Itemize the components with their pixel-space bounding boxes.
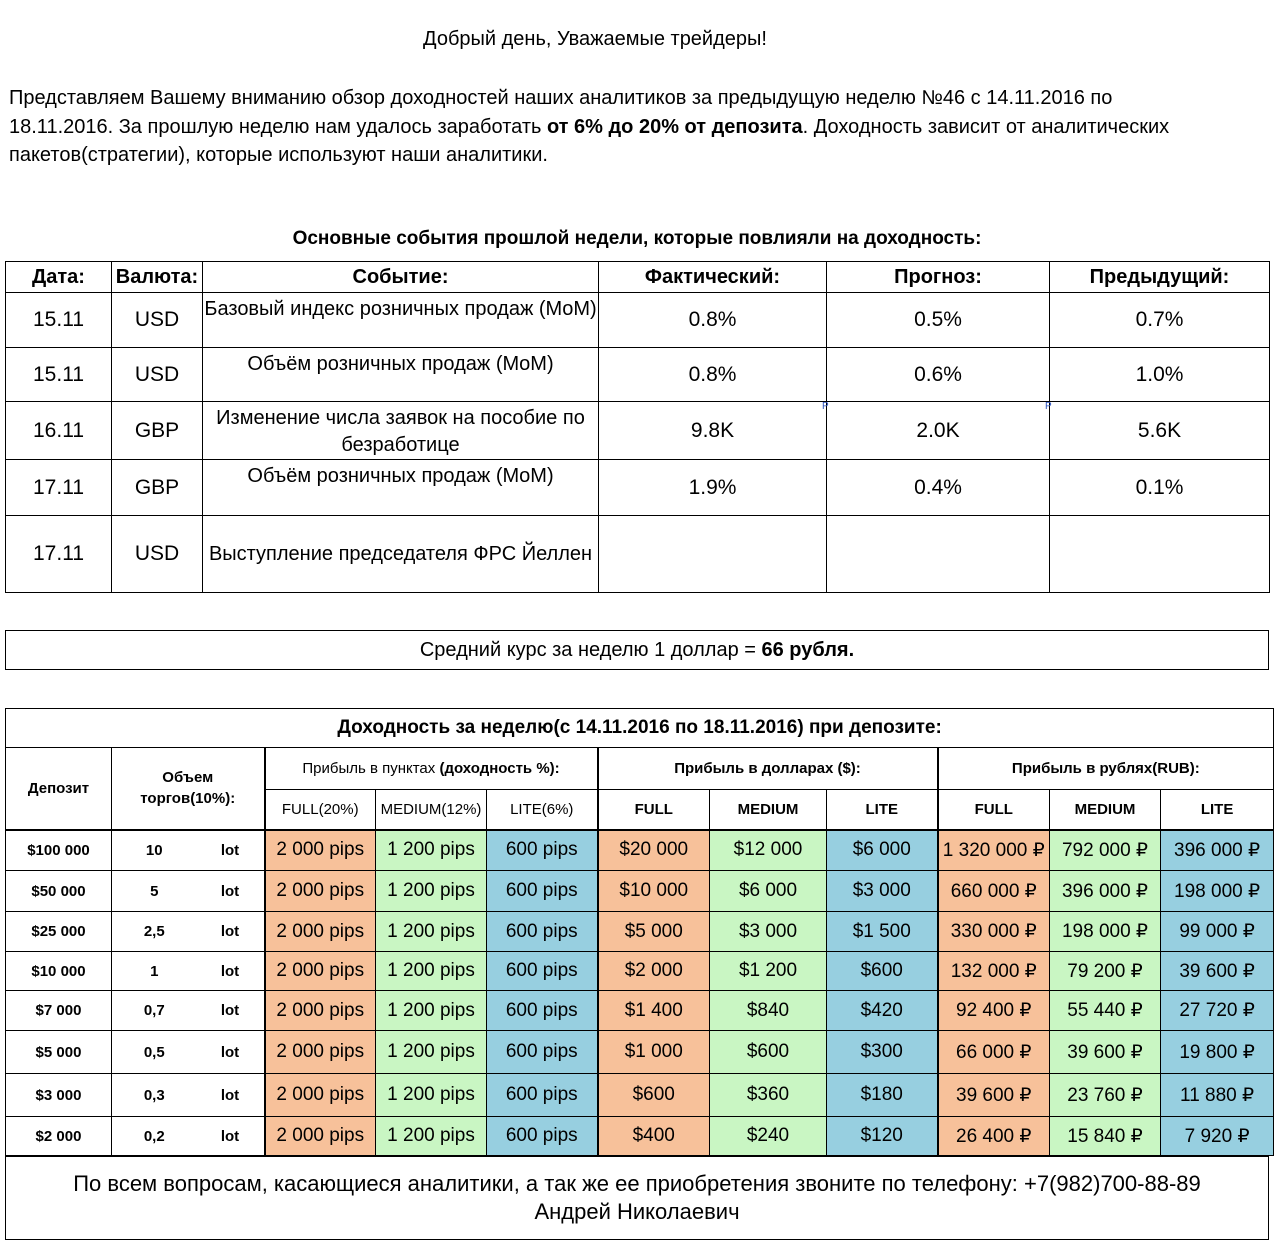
sub-lite-usd: LITE	[827, 790, 938, 830]
event-actual	[599, 516, 827, 593]
volume-cell: 2,5	[112, 912, 197, 952]
dollars-full-cell: $1 400	[598, 991, 710, 1031]
sub-medium-rub: MEDIUM	[1050, 790, 1161, 830]
rubles-lite-cell: 39 600 ₽	[1161, 952, 1274, 991]
event-row	[6, 460, 1270, 516]
footer-contact-name: Андрей Николаевич	[534, 1199, 740, 1224]
event-previous: 0.7%	[1050, 293, 1270, 348]
rubles-medium-cell: 198 000 ₽	[1050, 912, 1161, 952]
dollars-lite-cell: $420	[827, 991, 938, 1031]
points-lite-cell: 600 pips	[487, 912, 598, 952]
event-actual: 0.8%	[599, 348, 827, 402]
event-date: 17.11	[6, 460, 112, 516]
profit-title-row	[6, 709, 1274, 748]
event-row	[6, 293, 1270, 348]
event-name: Объём розничных продаж (MoM)	[203, 348, 599, 402]
rubles-full-cell: 660 000 ₽	[938, 871, 1050, 912]
points-medium-cell: 1 200 pips	[376, 1031, 487, 1074]
dollars-lite-cell: $300	[827, 1031, 938, 1074]
dollars-medium-cell: $840	[710, 991, 827, 1031]
profit-row	[6, 912, 1274, 952]
event-date: 15.11	[6, 348, 112, 402]
event-date: 17.11	[6, 516, 112, 593]
intro-line-2	[9, 113, 1249, 142]
event-row	[6, 516, 1270, 593]
event-name: Выступление председателя ФРС Йеллен	[203, 516, 599, 593]
event-currency: GBP	[112, 402, 203, 460]
deposit-cell: $100 000	[6, 830, 112, 871]
dollars-medium-cell: $360	[710, 1074, 827, 1117]
event-name: Базовый индекс розничных продаж (MoM)	[203, 293, 599, 348]
deposit-cell: $7 000	[6, 991, 112, 1031]
intro-line-1: Представляем Вашему вниманию обзор доходностей наших аналитиков за предыдущую неделю №46 с 14.11.2016 по	[9, 87, 1113, 109]
events-table	[5, 261, 1270, 593]
rubles-lite-cell: 99 000 ₽	[1161, 912, 1274, 952]
dollars-lite-cell: $120	[827, 1117, 938, 1156]
dollars-medium-cell: $12 000	[710, 830, 827, 871]
points-medium-cell: 1 200 pips	[376, 1074, 487, 1117]
profit-row	[6, 1117, 1274, 1156]
profit-row	[6, 1031, 1274, 1074]
points-medium-cell: 1 200 pips	[376, 991, 487, 1031]
dollars-medium-cell: $6 000	[710, 871, 827, 912]
points-lite-cell: 600 pips	[487, 991, 598, 1031]
volume-cell: 0,3	[112, 1074, 197, 1117]
event-forecast: 0.6%	[827, 348, 1050, 402]
points-medium-cell: 1 200 pips	[376, 952, 487, 991]
rubles-lite-cell: 27 720 ₽	[1161, 991, 1274, 1031]
points-full-cell: 2 000 pips	[265, 871, 376, 912]
paragraph-mark-icon: P	[822, 401, 829, 412]
points-full-cell: 2 000 pips	[265, 912, 376, 952]
rubles-full-cell: 330 000 ₽	[938, 912, 1050, 952]
dollars-medium-cell: $240	[710, 1117, 827, 1156]
points-medium-cell: 1 200 pips	[376, 830, 487, 871]
header-previous: Предыдущий:	[1050, 262, 1270, 293]
dollars-medium-cell: $3 000	[710, 912, 827, 952]
points-full-cell: 2 000 pips	[265, 1031, 376, 1074]
intro-line-3: пакетов(стратегии), которые используют наши аналитики.	[9, 144, 548, 166]
deposit-cell: $25 000	[6, 912, 112, 952]
points-lite-cell: 600 pips	[487, 830, 598, 871]
volume-cell: 10	[112, 830, 197, 871]
rubles-lite-cell: 19 800 ₽	[1161, 1031, 1274, 1074]
intro-highlight: от 6% до 20% от депозита	[546, 115, 803, 138]
event-previous: 0.1%	[1050, 460, 1270, 516]
dollars-lite-cell: $1 500	[827, 912, 938, 952]
points-lite-cell: 600 pips	[487, 1117, 598, 1156]
greeting-title: Добрый день, Уважаемые трейдеры!	[423, 28, 767, 50]
volume-cell: 5	[112, 871, 197, 912]
footer-contact	[5, 1156, 1269, 1240]
rubles-full-cell: 26 400 ₽	[938, 1117, 1050, 1156]
sub-full-usd: FULL	[598, 790, 710, 830]
header-date: Дата:	[6, 262, 112, 293]
unit-cell: lot	[197, 1031, 265, 1074]
header-dollars: Прибыль в долларах ($):	[598, 748, 938, 790]
intro-paragraph	[9, 84, 1249, 170]
dollars-medium-cell: $600	[710, 1031, 827, 1074]
event-row	[6, 402, 1270, 460]
points-medium-cell: 1 200 pips	[376, 912, 487, 952]
dollars-lite-cell: $6 000	[827, 830, 938, 871]
rubles-lite-cell: 198 000 ₽	[1161, 871, 1274, 912]
profit-row	[6, 1074, 1274, 1117]
profit-row	[6, 952, 1274, 991]
event-forecast	[827, 516, 1050, 593]
points-full-cell: 2 000 pips	[265, 952, 376, 991]
exchange-rate-box	[5, 630, 1269, 670]
sub-lite-pct: LITE(6%)	[487, 790, 598, 830]
profit-row	[6, 991, 1274, 1031]
dollars-lite-cell: $600	[827, 952, 938, 991]
deposit-cell: $3 000	[6, 1074, 112, 1117]
intro-line-2-end: . Доходность зависит от аналитических	[802, 115, 1170, 138]
rubles-lite-cell: 7 920 ₽	[1161, 1117, 1274, 1156]
rubles-medium-cell: 79 200 ₽	[1050, 952, 1161, 991]
points-lite-cell: 600 pips	[487, 952, 598, 991]
event-currency: USD	[112, 516, 203, 593]
rubles-full-cell: 66 000 ₽	[938, 1031, 1050, 1074]
events-header-row	[6, 262, 1270, 293]
paragraph-mark-icon: P	[1045, 401, 1052, 412]
volume-cell: 0,5	[112, 1031, 197, 1074]
points-full-cell: 2 000 pips	[265, 1117, 376, 1156]
dollars-full-cell: $10 000	[598, 871, 710, 912]
points-lite-cell: 600 pips	[487, 871, 598, 912]
deposit-cell: $2 000	[6, 1117, 112, 1156]
volume-cell: 0,2	[112, 1117, 197, 1156]
header-deposit: Депозит	[6, 748, 112, 830]
rate-text: Средний курс за неделю 1 доллар =	[419, 639, 762, 661]
unit-cell: lot	[197, 871, 265, 912]
rubles-medium-cell: 55 440 ₽	[1050, 991, 1161, 1031]
rubles-full-cell: 92 400 ₽	[938, 991, 1050, 1031]
points-medium-cell: 1 200 pips	[376, 871, 487, 912]
dollars-medium-cell: $1 200	[710, 952, 827, 991]
rubles-full-cell: 1 320 000 ₽	[938, 830, 1050, 871]
profit-table	[5, 708, 1274, 1156]
sub-medium-usd: MEDIUM	[710, 790, 827, 830]
rubles-medium-cell: 792 000 ₽	[1050, 830, 1161, 871]
intro-line-2-start: 18.11.2016. За прошлую неделю нам удалось заработать	[9, 115, 547, 138]
profit-row	[6, 871, 1274, 912]
footer-line-1: По всем вопросам, касающиеся аналитики, а так же ее приобретения звоните по телефону: +7(982)700-88-89	[73, 1171, 1201, 1196]
rubles-medium-cell: 15 840 ₽	[1050, 1117, 1161, 1156]
event-date: 16.11	[6, 402, 112, 460]
event-previous	[1050, 516, 1270, 593]
event-currency: USD	[112, 293, 203, 348]
dollars-full-cell: $2 000	[598, 952, 710, 991]
header-forecast: Прогноз:	[827, 262, 1050, 293]
header-actual: Фактический:	[599, 262, 827, 293]
event-date: 15.11	[6, 293, 112, 348]
volume-cell: 0,7	[112, 991, 197, 1031]
event-actual: 1.9%	[599, 460, 827, 516]
header-points-prefix: Прибыль в пунктах	[302, 760, 440, 777]
event-name: Объём розничных продаж (MoM)	[203, 460, 599, 516]
points-medium-cell: 1 200 pips	[376, 1117, 487, 1156]
event-forecast: 2.0K	[827, 402, 1050, 460]
profit-title: Доходность за неделю(с 14.11.2016 по 18.11.2016) при депозите:	[6, 709, 1274, 748]
header-currency: Валюта:	[112, 262, 203, 293]
dollars-full-cell: $1 000	[598, 1031, 710, 1074]
dollars-lite-cell: $180	[827, 1074, 938, 1117]
event-forecast: 0.4%	[827, 460, 1050, 516]
event-currency: USD	[112, 348, 203, 402]
deposit-cell: $50 000	[6, 871, 112, 912]
points-lite-cell: 600 pips	[487, 1074, 598, 1117]
unit-cell: lot	[197, 1117, 265, 1156]
volume-cell: 1	[112, 952, 197, 991]
dollars-full-cell: $600	[598, 1074, 710, 1117]
rubles-full-cell: 132 000 ₽	[938, 952, 1050, 991]
event-previous: 5.6K	[1050, 402, 1270, 460]
dollars-lite-cell: $3 000	[827, 871, 938, 912]
rubles-medium-cell: 39 600 ₽	[1050, 1031, 1161, 1074]
points-full-cell: 2 000 pips	[265, 830, 376, 871]
header-volume: Объем торгов(10%):	[112, 748, 265, 830]
unit-cell: lot	[197, 912, 265, 952]
deposit-cell: $5 000	[6, 1031, 112, 1074]
rubles-full-cell: 39 600 ₽	[938, 1074, 1050, 1117]
event-name: Изменение числа заявок на пособие по безработице	[203, 402, 599, 460]
sub-medium-pct: MEDIUM(12%)	[376, 790, 487, 830]
sub-lite-rub: LITE	[1161, 790, 1274, 830]
dollars-full-cell: $5 000	[598, 912, 710, 952]
rubles-lite-cell: 396 000 ₽	[1161, 830, 1274, 871]
header-event: Событие:	[203, 262, 599, 293]
unit-cell: lot	[197, 830, 265, 871]
sub-full-pct: FULL(20%)	[265, 790, 376, 830]
points-lite-cell: 600 pips	[487, 1031, 598, 1074]
rubles-lite-cell: 11 880 ₽	[1161, 1074, 1274, 1117]
sub-full-rub: FULL	[938, 790, 1050, 830]
event-actual: 0.8%	[599, 293, 827, 348]
dollars-full-cell: $400	[598, 1117, 710, 1156]
unit-cell: lot	[197, 952, 265, 991]
unit-cell: lot	[197, 1074, 265, 1117]
deposit-cell: $10 000	[6, 952, 112, 991]
event-forecast: 0.5%	[827, 293, 1050, 348]
rate-value: 66 рубля.	[761, 639, 855, 661]
header-points-suffix: (доходность %):	[439, 760, 560, 777]
profit-row	[6, 830, 1274, 871]
profit-group-header-row	[6, 748, 1274, 790]
event-previous: 1.0%	[1050, 348, 1270, 402]
header-rubles: Прибыль в рублях(RUB):	[938, 748, 1274, 790]
dollars-full-cell: $20 000	[598, 830, 710, 871]
rubles-medium-cell: 396 000 ₽	[1050, 871, 1161, 912]
header-points	[265, 748, 598, 790]
event-actual: 9.8K	[599, 402, 827, 460]
events-title: Основные события прошлой недели, которые повлияли на доходность:	[292, 228, 982, 249]
points-full-cell: 2 000 pips	[265, 991, 376, 1031]
unit-cell: lot	[197, 991, 265, 1031]
rubles-medium-cell: 23 760 ₽	[1050, 1074, 1161, 1117]
points-full-cell: 2 000 pips	[265, 1074, 376, 1117]
event-row	[6, 348, 1270, 402]
event-currency: GBP	[112, 460, 203, 516]
